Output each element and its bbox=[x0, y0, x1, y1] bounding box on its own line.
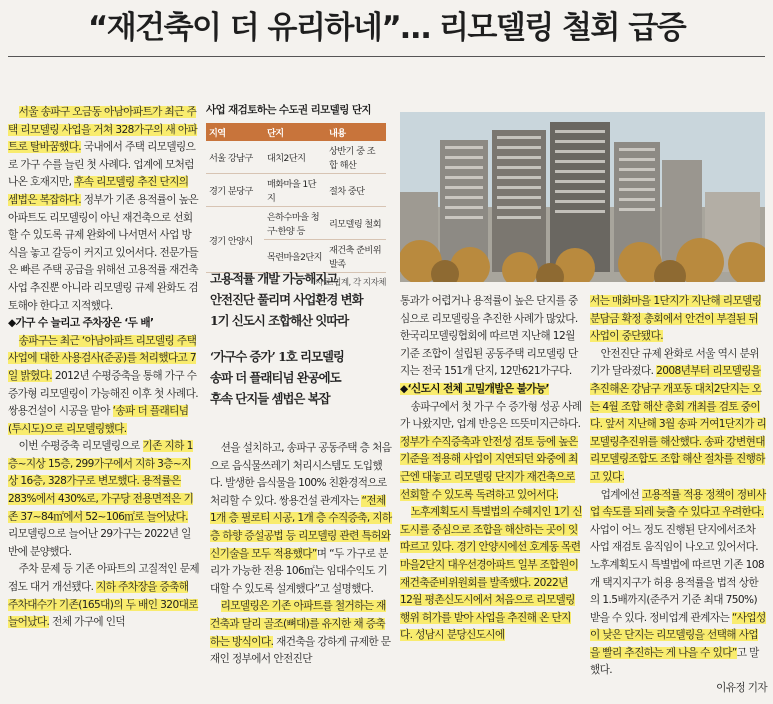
paragraph: 통과가 어렵거나 용적률이 높은 단지를 중심으로 리모델링을 추진한 사례가 많았다. 한국리모델링협회에 따르면 지난해 12월 기준 조합이 설립된 공동주택 리모델링 단지는 전국 151개 단지, 12만621가구다. bbox=[400, 295, 578, 378]
text: 업계에선 bbox=[600, 488, 642, 501]
highlighted-text: “전체 1개 층 필로티 시공, 1개 층 수직증축, 지하층 하향 증설공법 등 리모델링 관련 특허와 신기술을 모두 적용했다” bbox=[210, 494, 392, 560]
table-title: 사업 재검토하는 수도권 리모델링 단지 bbox=[206, 104, 371, 116]
text: 고 말했다. bbox=[590, 646, 759, 677]
table-row bbox=[206, 141, 386, 174]
article-headline: “재건축이 더 유리하네”… 리모델링 철회 급증 bbox=[87, 10, 686, 46]
cell-complex: 매화마을 1단지 bbox=[264, 174, 326, 207]
text: 주차 문제 등 기존 아파트의 고질적인 문제점도 대거 개선됐다. bbox=[8, 563, 199, 594]
paragraph bbox=[400, 504, 582, 645]
column-1 bbox=[8, 104, 200, 632]
highlighted-text: 2008년부터 리모델링을 추진해온 강남구 개포동 대치2단지는 오는 4월 조합 해산 총회 개최를 검토 중이다. 앞서 지난해 3월 송파 거여1단지가 리모델링추진위를 해산했다. 송파 강변현대 리모델링조합도 조합 해산 절차를 진행하고 있다. bbox=[590, 365, 767, 483]
subheading bbox=[400, 381, 582, 399]
text: 송파구에서 첫 가구 수 증가형 성공 사례가 나왔지만, 업계 반응은 뜨뜻미지근하다. bbox=[400, 400, 582, 431]
text: 재건축을 강하게 규제한 문재인 정부에서 안전진단 bbox=[210, 635, 391, 666]
deck-line: 1기 신도시 조합해산 잇따라 bbox=[210, 313, 349, 328]
cell-content: 상반기 중 조합 해산 bbox=[326, 141, 386, 174]
deck-line: 후속 단지들 셈법은 복잡 bbox=[210, 391, 330, 406]
highlighted-text: 고용적률 적용 정책이 정비사업 속도를 되레 늦출 수 있다고 우려한다. bbox=[590, 488, 766, 519]
text: 리모델링으로 늘어난 29가구는 2022년 일반에 분양했다. bbox=[8, 528, 191, 558]
cell-complex: 대치2단지 bbox=[264, 141, 326, 174]
cell-content: 절차 중단 bbox=[326, 174, 386, 207]
highlighted-text: 서울 송파구 오금동 아남아파트가 최근 주택 리모델링 사업을 거쳐 328가구의 새 아파트로 탈바꿈했다. bbox=[8, 106, 198, 154]
highlighted-text: 기존 지하 1층~지상 15층, 299가구에서 지하 3층~지상 16층, 328가구로 변모했다. 용적률은 283%에서 430%로, 가구당 전용면적은 기존 37~84㎡에서 52~106㎡로 늘어났다. bbox=[8, 440, 194, 523]
headline-rule bbox=[8, 56, 765, 57]
paragraph bbox=[8, 438, 200, 561]
cell-complex: 은하수마을 청구·한양 등 bbox=[264, 207, 326, 240]
deck-line: ‘가구수 증가’ 1호 리모델링 bbox=[210, 349, 344, 364]
cell-content: 재건축 준비위 발족 bbox=[326, 240, 386, 273]
column-3 bbox=[400, 293, 582, 645]
highlighted-text: 정부가 수직증축과 안전성 검토 등에 높은 기준을 적용해 사업이 지연되던 와중에 최근엔 대놓고 리모델링 단지가 재건축으로 선회할 수 있도록 독려하고 있어서다. bbox=[400, 435, 578, 501]
header-region: 지역 bbox=[206, 123, 264, 141]
highlighted-text: 노후계획도시 특별법의 수혜지인 1기 신도시를 중심으로 조합을 해산하는 곳이 잇따르고 있다. 경기 안양시에선 호계동 목련마을2단지 대우선경아파트 일부 조합원이 재건축준비위원회를 발족했다. 2022년 12월 평촌신도시에서 처음으로 리모델링 행위 허가를 받아 사업을 추진해 온 단지다. 성남시 분당신도시에 bbox=[400, 506, 582, 642]
paragraph bbox=[210, 598, 392, 668]
subheadline-1 bbox=[210, 268, 390, 331]
highlighted-text: “사업성이 낮은 단지는 리모델링을 선택해 사업을 빨리 추진하는 게 나을 수 있다” bbox=[590, 611, 766, 659]
cell-region: 경기 안양시 bbox=[206, 207, 264, 273]
text: 며 “두 가구로 분리가 가능한 전용 106㎡는 임대수익도 기대할 수 있도록 설계했다”고 설명했다. bbox=[210, 547, 388, 595]
subheadline-2 bbox=[210, 346, 390, 409]
text: 사업이 어느 정도 진행된 단지에서조차 사업 재검토 움직임이 나오고 있어서다. 노후계획도시 특별법에 따르면 기존 108개 택지지구가 허용 용적률을 법적 상한의 1.5배까지(준주거 기준 최대 750%) 받을 수 있다. 정비업계 관계자는 bbox=[590, 523, 764, 624]
text: 2012년 수평증축을 통해 가구 수 증가형 리모델링이 가능해진 이후 첫 사례다. 쌍용건설이 시공을 맡아 bbox=[8, 369, 199, 418]
highlighted-text: ◆‘신도시 전체 고밀개발은 불가능’ bbox=[400, 382, 549, 395]
text: 정부가 기존 용적률이 높은 아파트도 리모델링이 아닌 재건축으로 선회할 수 있도록 규제 완화에 나서면서 사업 방식을 놓고 갈등이 커지고 있어서다. 전문가들은 빠른 주택 공급을 위해선 고용적률 재건축 사업 추진뿐 아니라 리모델링 규제 완화도 검토해야 한다고 지적했다. bbox=[8, 193, 199, 312]
deck-line: 고용적률 개발 가능해지고 bbox=[210, 271, 338, 286]
text: 션을 설치하고, 송파구 공동주택 층 처음으로 음식물쓰레기 처리시스템도 도입했다. 발생한 음식물을 100% 친환경적으로 처리할 수 있다. 쌍용건설 관계자는 bbox=[210, 442, 392, 507]
highlighted-text: 후속 리모델링 추진 단지의 셈법은 복잡하다. bbox=[8, 176, 189, 206]
paragraph bbox=[590, 293, 767, 346]
redevelopment-table bbox=[206, 123, 386, 273]
table-header-row bbox=[206, 123, 386, 141]
cell-region: 경기 분당구 bbox=[206, 174, 264, 207]
deck-line: 송파 더 플래티넘 완공에도 bbox=[210, 370, 341, 385]
table-row bbox=[206, 207, 386, 240]
info-table-box bbox=[206, 102, 386, 288]
table-source: 자료:업계, 각 지자체 bbox=[315, 278, 386, 288]
cell-region: 서울 강남구 bbox=[206, 141, 264, 174]
apartment-building-image bbox=[400, 112, 765, 282]
subheading: ◆가구 수 늘리고 주차장은 ‘두 배’ bbox=[8, 317, 154, 330]
apartment-photo bbox=[400, 112, 765, 282]
text: 국내에서 주택 리모델링으로 가구 수를 늘린 첫 사례다. 업계에 모처럼 나온 호재지만, bbox=[8, 141, 196, 189]
deck-line: 안전진단 풀리며 사업환경 변화 bbox=[210, 292, 363, 307]
cell-complex: 목련마을2단지 bbox=[264, 240, 326, 273]
paragraph bbox=[400, 399, 582, 505]
highlighted-text: 송파구는 최근 ‘아남아파트 리모델링 주택사업에 대한 사용검사(준공)를 처리했다고 7일 밝혔다. bbox=[8, 334, 197, 382]
paragraph bbox=[8, 104, 200, 315]
highlighted-text: ‘송파 더 플래티넘(투시도)으로 리모델링했다. bbox=[8, 405, 189, 435]
column-4 bbox=[590, 293, 767, 698]
cell-content: 리모델링 철회 bbox=[326, 207, 386, 240]
highlighted-text: 서는 매화마을 1단지가 지난해 리모델링 분담금 확정 총회에서 안건이 부결된 뒤 사업이 중단됐다. bbox=[590, 295, 762, 343]
byline: 이유정 기자 bbox=[716, 682, 767, 695]
text: 이번 수평증축 리모델링으로 bbox=[18, 440, 143, 453]
paragraph bbox=[590, 346, 767, 487]
text: 전체 가구에 인덕 bbox=[49, 616, 126, 629]
text: 안전진단 규제 완화로 서울 역시 분위기가 달라졌다. bbox=[590, 347, 759, 378]
highlighted-text: 지하 주차장을 증축해 주차대수가 기존(165대)의 두 배인 320대로 늘어났다. bbox=[8, 581, 198, 629]
header-content: 내용 bbox=[326, 123, 386, 141]
paragraph bbox=[210, 440, 392, 598]
paragraph bbox=[8, 561, 200, 631]
column-2 bbox=[210, 440, 392, 669]
paragraph bbox=[8, 333, 200, 439]
paragraph bbox=[590, 487, 767, 681]
highlighted-text: 리모델링은 기존 아파트를 철거하는 재건축과 달리 골조(뼈대)를 유지한 채 증축하는 방식이다. bbox=[210, 600, 386, 648]
header-complex: 단지 bbox=[264, 123, 326, 141]
table-row bbox=[206, 174, 386, 207]
